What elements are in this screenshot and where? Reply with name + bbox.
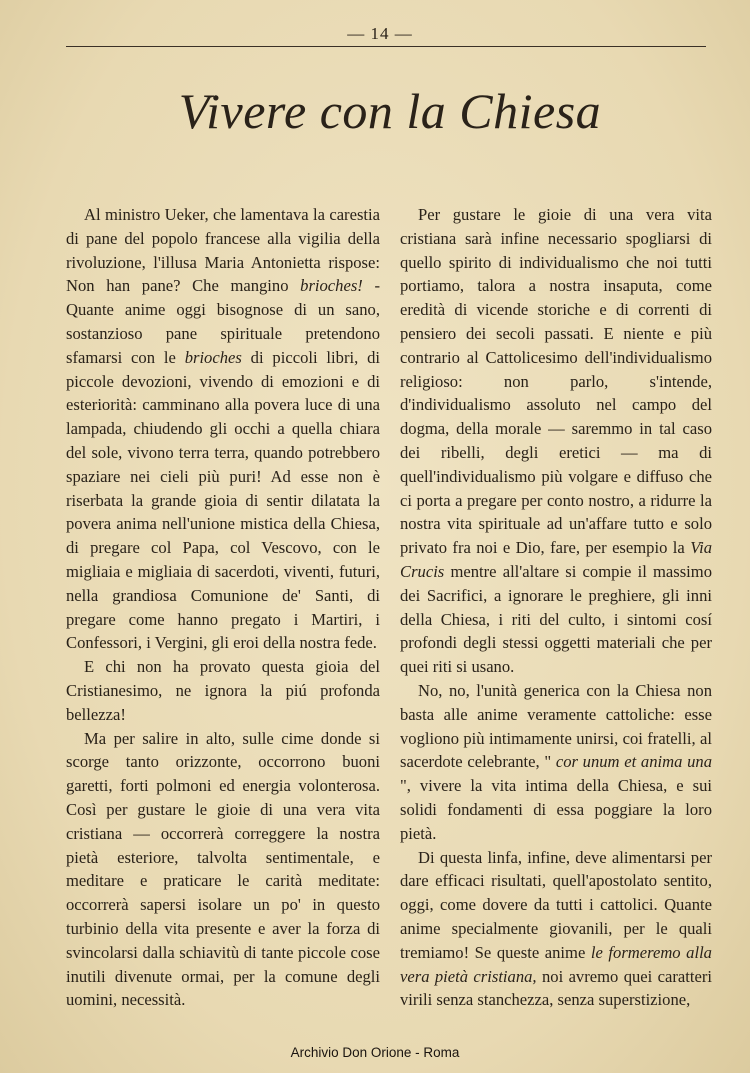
archive-footer: Archivio Don Orione - Roma bbox=[290, 1045, 460, 1060]
left-paragraph-1: Al ministro Ueker, che lamentava la carestia di pane del popolo francese alla vigilia della rivoluzione, l'illusa Maria Antonietta rispose: Non han pane? Che mangino brioches! - Quante anime oggi bisognose di un sano, sostanzioso pane spirituale pretendono sfamarsi con le brioches di piccoli libri, di piccole devozioni, vivendo di emozioni e di esteriorità: camminano alla povera luce di una lampada, chiudendo gli occhi a quella chiara del sole, vivono terra terra, quando potrebbero spaziare nei cieli più puri! Ad esse non è riserbata la grande gioia di sentir dilatata la povera anima nell'unione mistica della Chiesa, di pregare col Papa, col Vescovo, con le migliaia e migliaia di sacerdoti, viventi, futuri, nella grandiosa Comunione de' Santi, di pregare come hanno pregato i Martiri, i Confessori, i Vergini, gli eroi della nostra fede. bbox=[66, 205, 380, 653]
header-rule bbox=[66, 46, 706, 47]
right-column bbox=[400, 203, 712, 1012]
left-paragraph-3: Ma per salire in alto, sulle cime donde si scorge tanto orizzonte, occorrono buoni garetti, forti polmoni ed energia volonterosa. Così per gustare le gioie di una vera vita cristiana — occorrerà correggere la nostra pietà esteriore, talvolta sentimentale, e meditare e praticare le carità meditate: occorrerà sapersi isolare un po' in questo turbinio della vita presente e aver la forza di svincolarsi dalla schiavitù di tante piccole cose inutili divenute ormai, per la comune degli uomini, necessità. bbox=[66, 728, 380, 1010]
right-paragraph-2: No, no, l'unità generica con la Chiesa non basta alle anime veramente cattoliche: esse vogliono più intimamente unirsi, coi fratelli, al sacerdote celebrante, " cor unum et anima una ", vivere la vita intima della Chiesa, e sui solidi fondamenti di essa poggiare la loro pietà. bbox=[400, 680, 712, 843]
right-paragraph-1: Per gustare le gioie di una vera vita cristiana sarà infine necessario spogliarsi di quello spirito di individualismo che noi tutti portiamo, talora a nostra insaputa, come eredità di vicende storiche e di correnti di pensiero dei secoli passati. E niente e più contrario al Cattolicesimo dell'individualismo religioso: non parlo, s'intende, d'individualismo assoluto nel campo del dogma, della morale — saremmo in tal caso dei ribelli, degli eretici — ma di quell'individualismo più volgare e diffuso che ci porta a pregare per conto nostro, a ridurre la nostra vita spirituale ad un'affare tutto e solo privato fra noi e Dio, fare, per esempio la Via Crucis mentre all'altare si compie il massimo dei Sacrifici, a ignorare le preghiere, gli inni della Chiesa, i riti del culto, i sintomi cosí profondi degli stessi oggetti materiali che per quei riti si usano. bbox=[400, 205, 712, 677]
right-paragraph-3: Di questa linfa, infine, deve alimentarsi per dare efficaci risultati, quell'apostolato sentito, oggi, come dovere da tutti i cattolici. Quante anime specialmente giovanili, per le quali tremiamo! Se queste anime le formeremo alla vera pietà cristiana, noi avremo quei caratteri virili senza stanchezza, senza superstizione, bbox=[400, 847, 712, 1010]
article-title: Vivere con la Chiesa bbox=[178, 83, 602, 139]
left-column bbox=[66, 203, 380, 1012]
page-number: — 14 — bbox=[347, 24, 413, 43]
left-paragraph-2: E chi non ha provato questa gioia del Cristianesimo, ne ignora la piú profonda bellezza! bbox=[66, 657, 380, 724]
